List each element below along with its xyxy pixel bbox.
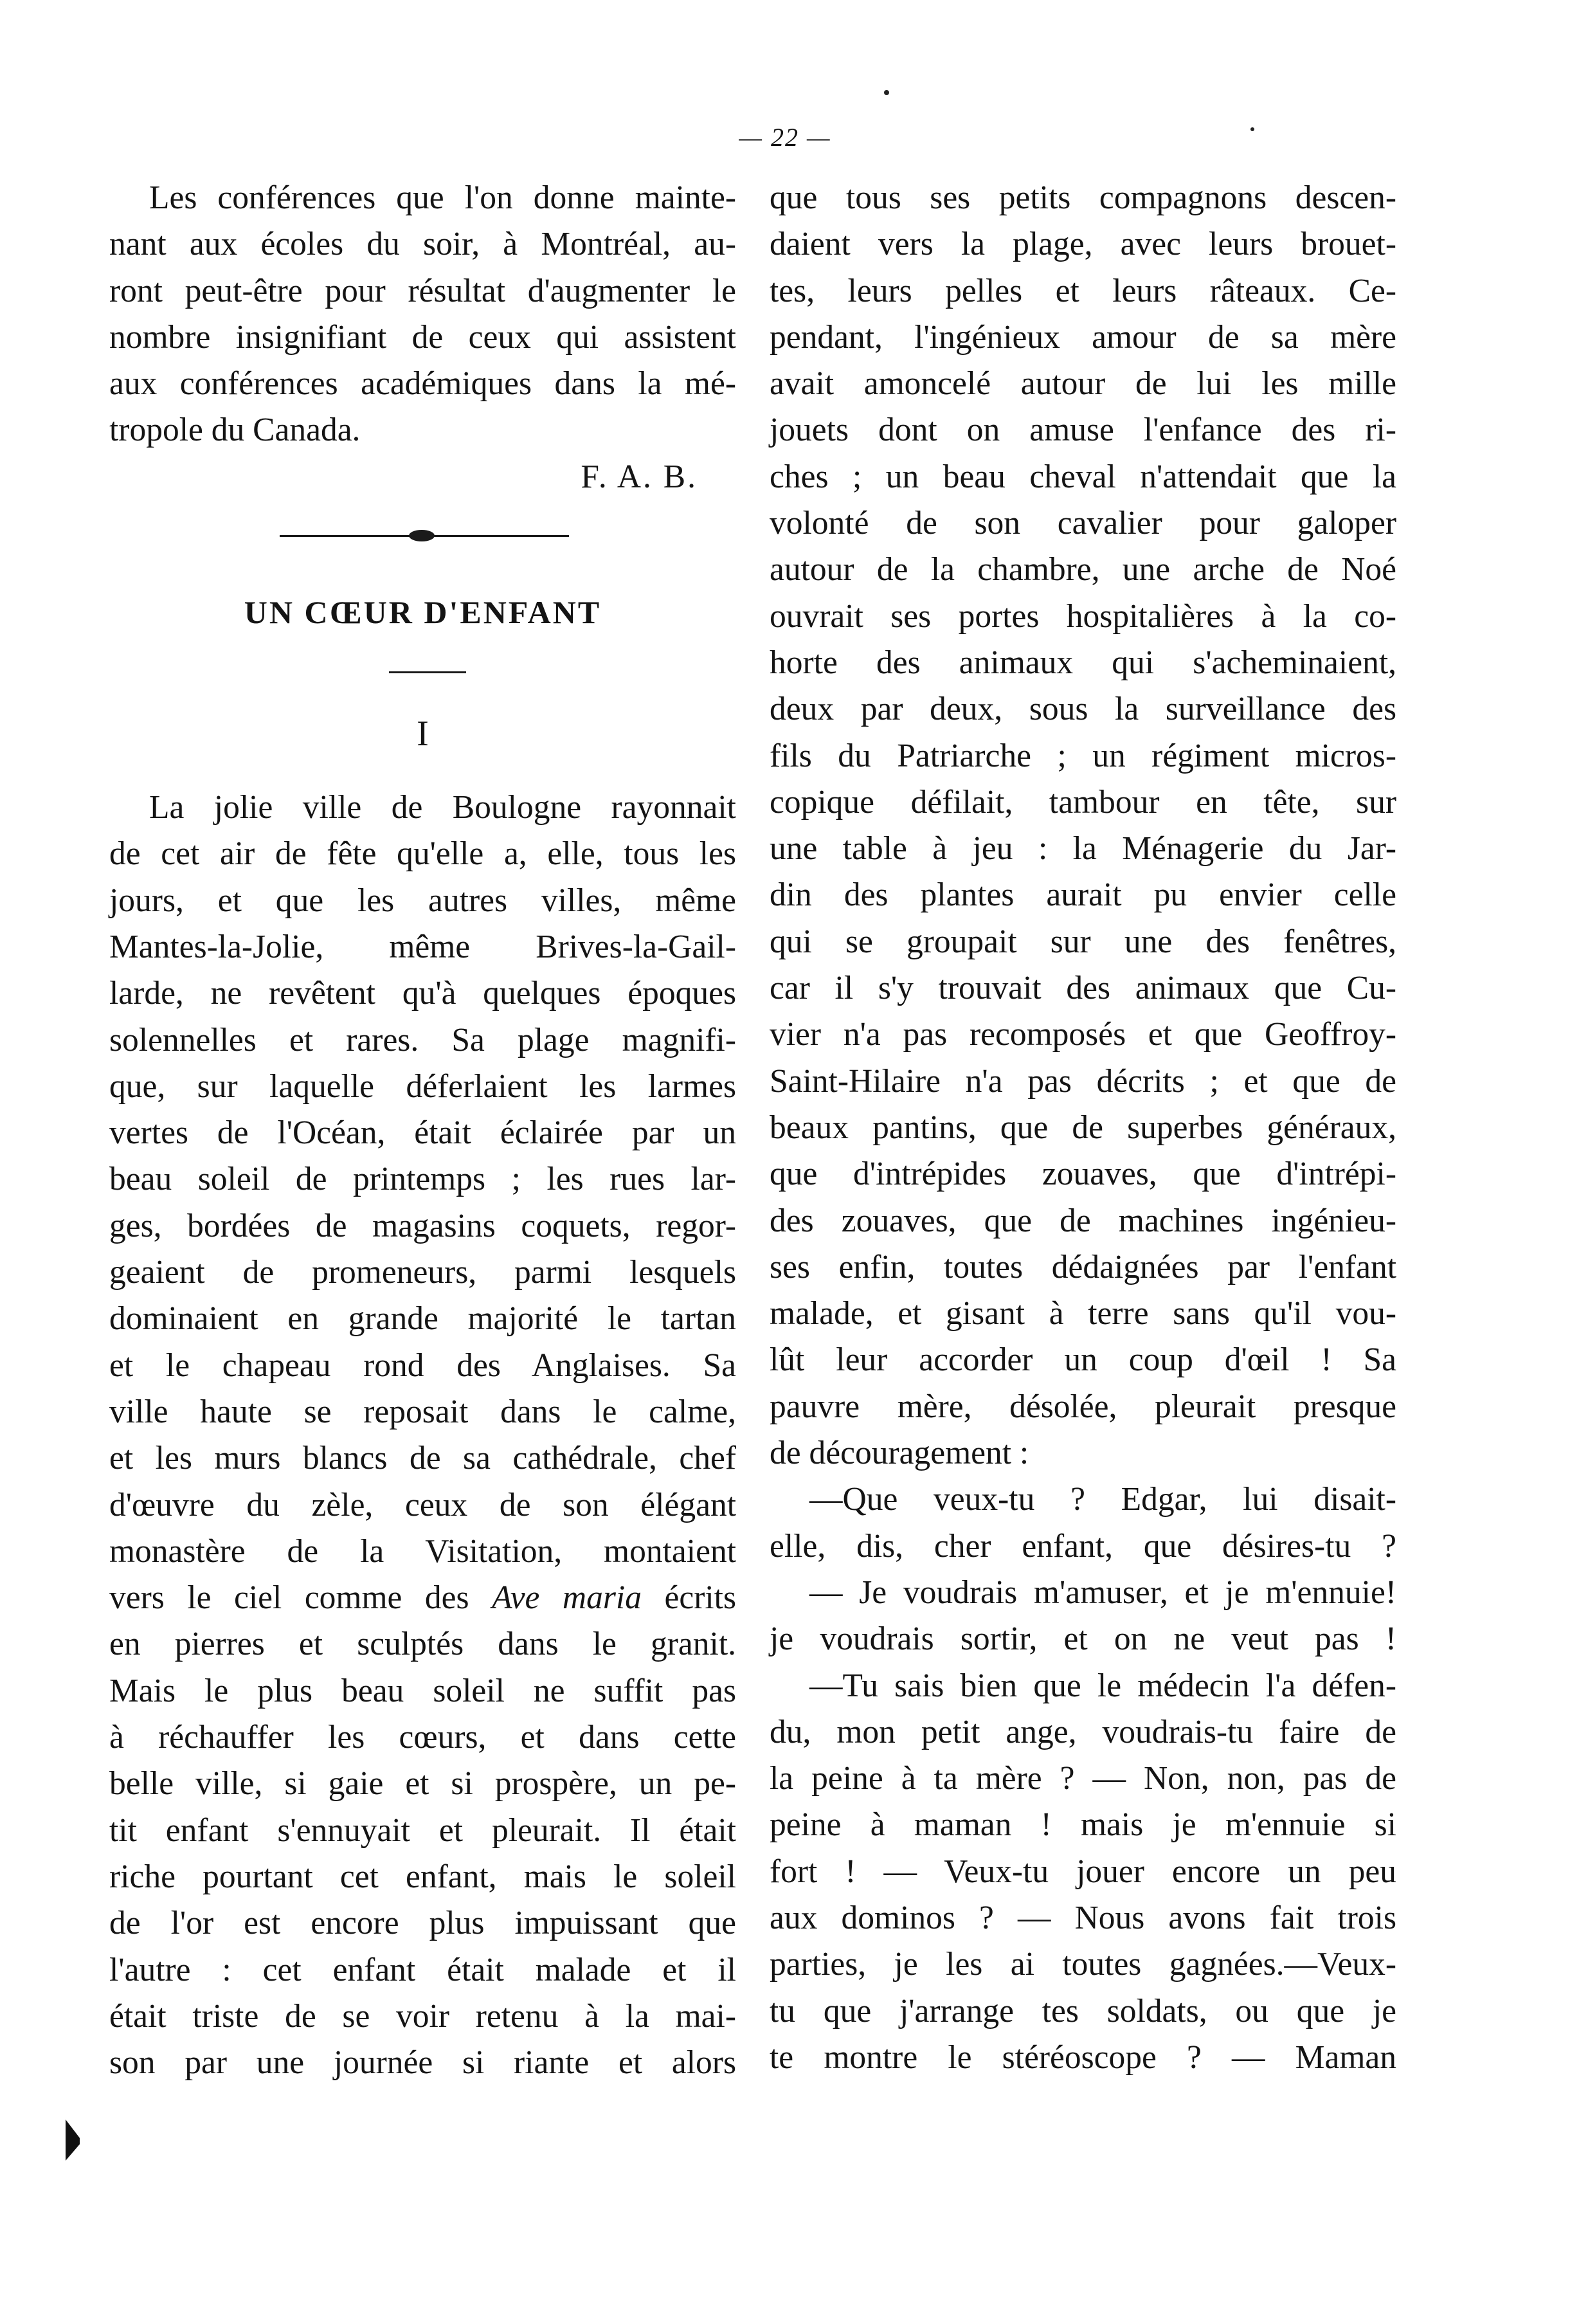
italic-phrase: Ave maria: [492, 1579, 642, 1617]
text-line: parties, je les ai toutes gagnées.—Veux-: [770, 1946, 1396, 1983]
text-line: larde, ne revêtent qu'à quelques époques: [109, 975, 736, 1012]
text-line: la peine à ta mère ? — Non, non, pas de: [770, 1760, 1396, 1797]
text-line: belle ville, si gaie et si prospère, un pe-: [109, 1765, 736, 1802]
text-line: tu que j'arrange tes soldats, ou que je: [770, 1992, 1396, 2029]
text-line: ges, bordées de magasins coquets, regor-: [109, 1207, 736, 1244]
author-signature: F. A. B.: [581, 458, 698, 495]
text-line: de cet air de fête qu'elle a, elle, tous les: [109, 835, 736, 873]
text-line: geaient de promeneurs, parmi lesquels: [109, 1254, 736, 1291]
text-line: deux par deux, sous la surveillance des: [770, 691, 1396, 728]
text-line: solennelles et rares. Sa plage magnifi-: [109, 1021, 736, 1058]
page-number: — 22 —: [739, 123, 831, 152]
section-ornament: [109, 500, 736, 577]
text-line: vier n'a pas recomposés et que Geoffroy-: [770, 1016, 1396, 1053]
text-line: que, sur laquelle déferlaient les larmes: [109, 1067, 736, 1105]
text-line: ville haute se reposait dans le calme,: [109, 1393, 736, 1430]
text-line: avait amoncelé autour de lui les mille: [770, 365, 1396, 403]
text-line: tes, leurs pelles et leurs râteaux. Ce-: [770, 272, 1396, 309]
text-line: dominaient en grande majorité le tartan: [109, 1300, 736, 1338]
text-line: copique défilait, tambour en tête, sur: [770, 783, 1396, 821]
text-line: son par une journée si riante et alors: [109, 2044, 736, 2082]
text-line: tit enfant s'ennuyait et pleurait. Il était: [109, 1811, 736, 1849]
text-line: aux dominos ? — Nous avons fait trois: [770, 1899, 1396, 1936]
text-line: beau soleil de printemps ; les rues lar-: [109, 1161, 736, 1198]
text-segment: vers le ciel comme des: [109, 1579, 492, 1617]
text-line: elle, dis, cher enfant, que désires-tu ?: [770, 1527, 1396, 1565]
text-line: pauvre mère, désolée, pleurait presque: [770, 1388, 1396, 1425]
text-line: volonté de son cavalier pour galoper: [770, 505, 1396, 542]
short-rule-line: [389, 671, 466, 673]
text-line: était triste de se voir retenu à la mai-: [109, 1997, 736, 2035]
scan-speck: [1250, 127, 1254, 131]
text-line: monastère de la Visitation, montaient: [109, 1532, 736, 1570]
text-line: nant aux écoles du soir, à Montréal, au-: [109, 226, 736, 263]
text-line: din des plantes aurait pu envier celle: [770, 876, 1396, 914]
text-line: Les conférences que l'on donne mainte-: [149, 179, 736, 216]
text-line: ches ; un beau cheval n'attendait que la: [770, 458, 1396, 495]
text-line: et le chapeau rond des Anglaises. Sa: [109, 1347, 736, 1384]
text-line: beaux pantins, que de superbes généraux,: [770, 1109, 1396, 1146]
text-line: Mantes-la-Jolie, même Brives-la-Gail-: [109, 928, 736, 965]
text-line: des zouaves, que de machines ingénieu-: [770, 1202, 1396, 1239]
text-line: vertes de l'Océan, était éclairée par un: [109, 1114, 736, 1152]
text-line: car il s'y trouvait des animaux que Cu-: [770, 970, 1396, 1007]
text-line: — Je voudrais m'amuser, et je m'ennuie!: [809, 1574, 1396, 1611]
text-line: malade, et gisant à terre sans qu'il vou-: [770, 1295, 1396, 1332]
text-line: de découragement :: [770, 1435, 1029, 1472]
text-line: riche pourtant cet enfant, mais le soleil: [109, 1858, 736, 1895]
text-line: lût leur accorder un coup d'œil ! Sa: [770, 1341, 1396, 1379]
text-line: d'œuvre du zèle, ceux de son élégant: [109, 1486, 736, 1523]
text-line: jouets dont on amuse l'enfance des ri-: [770, 412, 1396, 449]
scan-speck: [884, 90, 889, 95]
text-line: autour de la chambre, une arche de Noé: [770, 551, 1396, 588]
text-line: l'autre : cet enfant était malade et il: [109, 1951, 736, 1988]
text-line: te montre le stéréoscope ? — Maman: [770, 2038, 1396, 2076]
text-line: ront peut-être pour résultat d'augmenter le: [109, 272, 736, 309]
story-paragraph: [109, 785, 736, 2086]
scan-edge-mark: [66, 2120, 80, 2161]
spacer: [109, 769, 736, 785]
text-line: que tous ses petits compagnons descen-: [770, 179, 1396, 216]
text-segment: écrits: [641, 1579, 737, 1617]
title-rule: [109, 647, 736, 698]
text-line: aux conférences académiques dans la mé-: [109, 365, 736, 403]
text-line: et les murs blancs de sa cathédrale, chef: [109, 1440, 736, 1477]
left-column: [109, 175, 736, 2086]
text-line: daient vers la plage, avec leurs brouet-: [770, 226, 1396, 263]
chapter-number: I: [417, 714, 429, 754]
text-line: fils du Patriarche ; un régiment micros-: [770, 737, 1396, 774]
text-line: en pierres et sculptés dans le granit.: [109, 1626, 736, 1663]
text-line: fort ! — Veux-tu jouer encore un peu: [770, 1853, 1396, 1890]
text-line: nombre insignifiant de ceux qui assistent: [109, 318, 736, 356]
text-line: La jolie ville de Boulogne rayonnait: [149, 789, 736, 826]
text-line: tropole du Canada.: [109, 412, 361, 449]
text-line: ses enfin, toutes dédaignées par l'enfant: [770, 1248, 1396, 1285]
text-line: que d'intrépides zouaves, que d'intrépi-: [770, 1156, 1396, 1193]
text-line: de l'or est encore plus impuissant que: [109, 1905, 736, 1942]
ornament-diamond: [409, 530, 435, 541]
text-line: je voudrais sortir, et on ne veut pas !: [770, 1620, 1396, 1658]
text-line: à réchauffer les cœurs, et dans cette: [109, 1719, 736, 1756]
section-title: UN CŒUR D'ENFANT: [244, 594, 602, 631]
text-line: du, mon petit ange, voudrais-tu faire de: [770, 1713, 1396, 1750]
text-line: jours, et que les autres villes, même: [109, 882, 736, 919]
text-line: Saint-Hilaire n'a pas décrits ; et que de: [770, 1062, 1396, 1100]
text-line-with-italic: [109, 1575, 736, 1621]
text-line: une table à jeu : la Ménagerie du Jar-: [770, 830, 1396, 867]
text-line: —Que veux-tu ? Edgar, lui disait-: [809, 1481, 1396, 1518]
text-line: Mais le plus beau soleil ne suffit pas: [109, 1672, 736, 1709]
text-line: peine à maman ! mais je m'ennuie si: [770, 1806, 1396, 1844]
text-line: —Tu sais bien que le médecin l'a défen-: [809, 1667, 1396, 1704]
text-line: horte des animaux qui s'acheminaient,: [770, 644, 1396, 681]
right-column: [770, 175, 1396, 2081]
text-line: ouvrait ses portes hospitalières à la co-: [770, 597, 1396, 635]
text-line: pendant, l'ingénieux amour de sa mère: [770, 318, 1396, 356]
intro-paragraph: [109, 175, 736, 454]
text-line: qui se groupait sur une des fenêtres,: [770, 923, 1396, 960]
